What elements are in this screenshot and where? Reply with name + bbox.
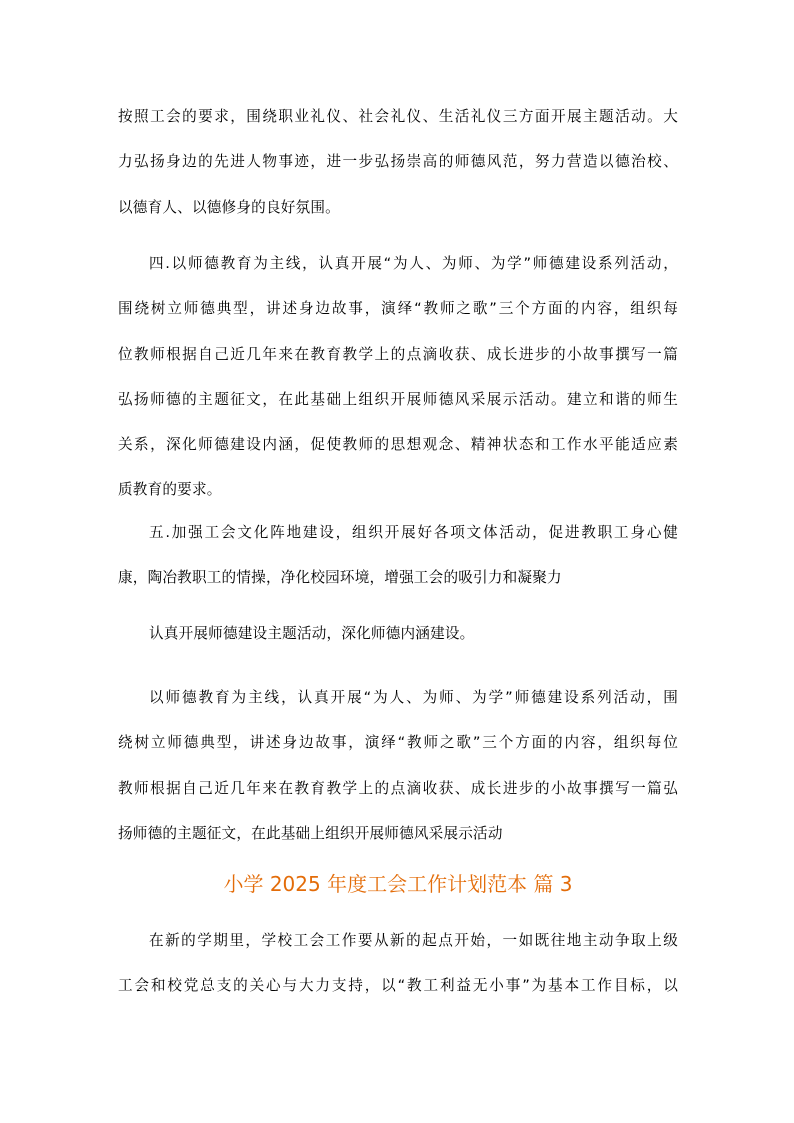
text-line: 在新的学期里，学校工会工作要从新的起点开始，一如既往地主动争取上级 <box>149 932 678 949</box>
text-line: 弘扬师德的主题征文，在此基础上组织开展师德风采展示活动。建立和谐的师生 <box>118 390 678 408</box>
paragraph-section-four <box>118 241 678 513</box>
section-heading: 小学 2025 年度工会工作计划范本 篇 3 <box>223 872 573 896</box>
text-line: 按照工会的要求，围绕职业礼仪、社会礼仪、生活礼仪三方面开展主题活动。大 <box>118 108 678 125</box>
text-line: 教师根据自己近几年来在教育教学上的点滴收获、成长进步的小故事撰写一篇弘 <box>118 779 678 797</box>
text-line: 认真开展师德建设主题活动，深化师德内涵建设。 <box>149 625 475 642</box>
paragraph-new-semester <box>118 918 678 1009</box>
paragraph-teacher-ethics <box>118 675 678 856</box>
paragraph-section-five <box>118 510 678 601</box>
text-line: 绕树立师德典型，讲述身边故事，演绎“教师之歌”三个方面的内容，组织每位 <box>118 734 678 752</box>
text-line: 关系，深化师德建设内涵，促使教师的思想观念、精神状态和工作水平能适应素 <box>118 436 678 454</box>
text-line: 五.加强工会文化阵地建设，组织开展好各项文体活动，促进教职工身心健 <box>149 524 678 541</box>
text-line: 质教育的要求。 <box>118 481 222 499</box>
text-line: 位教师根据自己近几年来在教育教学上的点滴收获、成长进步的小故事撰写一篇 <box>118 345 678 363</box>
paragraph-etiquette-activities <box>118 94 678 230</box>
text-line: 力弘扬身边的先进人物事迹，进一步弘扬崇高的师德风范，努力营造以德治校、 <box>118 153 678 171</box>
text-line: 以师德教育为主线，认真开展“为人、为师、为学”师德建设系列活动，围 <box>149 689 678 706</box>
text-line: 工会和校党总支的关心与大力支持，以“教工利益无小事”为基本工作目标，以 <box>118 977 678 995</box>
text-line: 以德育人、以德修身的良好氛围。 <box>118 198 340 216</box>
text-line: 康，陶冶教职工的情操，净化校园环境，增强工会的吸引力和凝聚力 <box>118 569 562 587</box>
text-line: 围绕树立师德典型，讲述身边故事，演绎“教师之歌”三个方面的内容，组织每 <box>118 300 678 318</box>
text-line: 四.以师德教育为主线，认真开展“为人、为师、为学”师德建设系列活动， <box>149 255 678 272</box>
paragraph-theme-activity <box>118 611 678 656</box>
text-line: 扬师德的主题征文，在此基础上组织开展师德风采展示活动 <box>118 824 503 842</box>
